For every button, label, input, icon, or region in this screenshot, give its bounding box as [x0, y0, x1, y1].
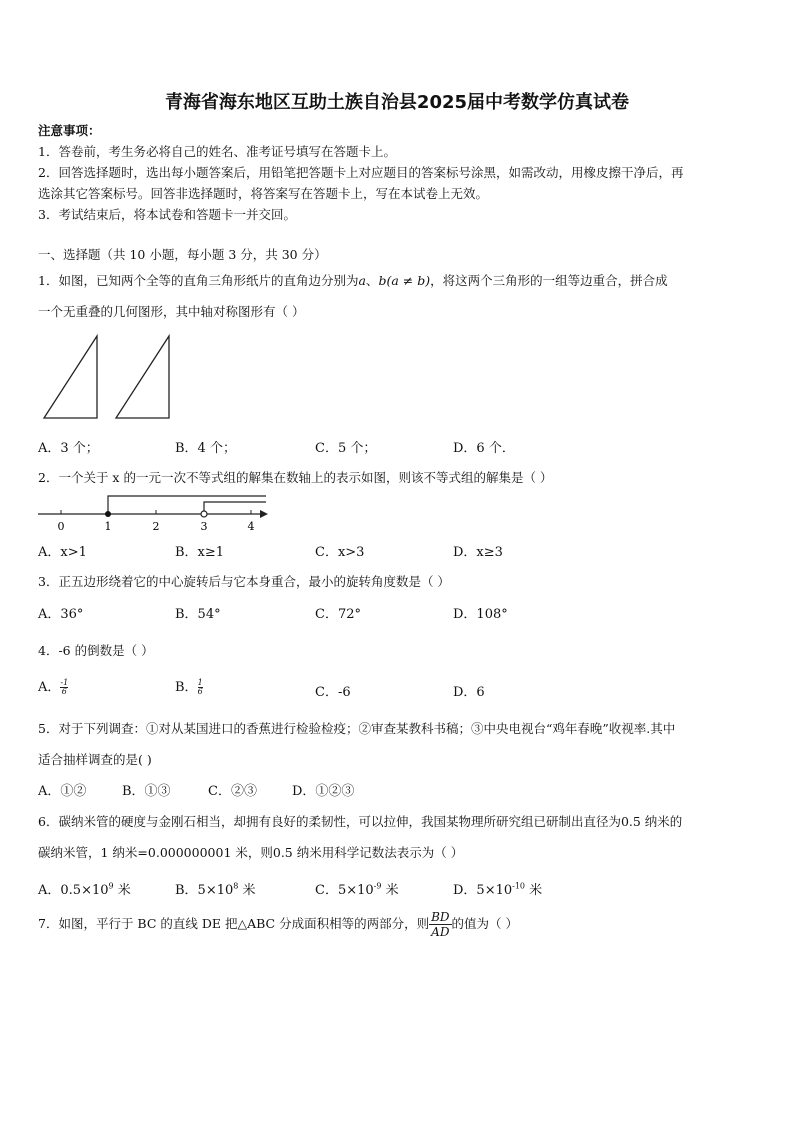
q2-stem: 2．一个关于 x 的一元一次不等式组的解集在数轴上的表示如图，则该不等式组的解集是（ ）	[38, 470, 553, 485]
q3-stem: 3．正五边形绕着它的中心旋转后与它本身重合，最小的旋转角度数是（ ）	[38, 574, 450, 589]
q6-d-exp: -10	[512, 881, 526, 891]
tick-label-3: 3	[200, 520, 208, 533]
q4-a-sign: -	[60, 678, 64, 687]
q2-option-a[interactable]: A．x>1	[38, 545, 87, 560]
q4-option-b[interactable]	[175, 676, 203, 696]
q4-option-d[interactable]: D．6	[453, 685, 485, 700]
q1-option-c[interactable]: C．5 个；	[315, 441, 377, 456]
notice-heading: 注意事项：	[38, 123, 101, 138]
q6-stem-line2: 碳纳米管，1 纳米=0.000000001 米，则0.5 纳米用科学记数法表示为（ ）	[38, 845, 464, 860]
q6-option-a[interactable]	[38, 879, 131, 898]
q1-sep: 、	[365, 273, 379, 288]
q7-fraction-num: BD	[431, 910, 450, 924]
q4-a-num-value: 1	[63, 678, 69, 687]
q1-option-b[interactable]: B．4 个；	[175, 441, 236, 456]
exam-title: 青海省海东地区互助土族自治县2025届中考数学仿真试卷	[164, 92, 630, 113]
q2-option-c[interactable]: C．x>3	[315, 545, 365, 560]
tick-label-0: 0	[57, 520, 65, 533]
q5-stem-line1: 5．对于下列调查：①对从某国进口的香蕉进行检验检疫；②审查某教科书稿；③中央电视台“鸡年春晚”收视率.其中	[38, 721, 676, 736]
q4-option-b-label: B．	[175, 680, 198, 695]
q4-option-a-fraction	[60, 679, 68, 696]
solution-ray-1	[108, 496, 266, 514]
solution-ray-2	[204, 502, 266, 514]
q5-option-c[interactable]: C．②③	[208, 784, 257, 799]
q7-stem	[38, 910, 518, 939]
q7-stem-pre: 7．如图，平行于 BC 的直线 DE 把△ABC 分成面积相等的两部分，则	[38, 916, 430, 931]
q6-option-c[interactable]	[315, 879, 399, 898]
q6-option-b[interactable]	[175, 879, 256, 898]
q5-option-d[interactable]: D．①②③	[292, 784, 355, 799]
notice-item-1: 1．答卷前，考生务必将自己的姓名、准考证号填写在答题卡上。	[38, 144, 396, 159]
q4-option-a[interactable]	[38, 676, 68, 696]
q1-var-b: b	[378, 273, 387, 288]
q1-option-d[interactable]: D．6 个．	[453, 441, 515, 456]
notice-item-2: 2．回答选择题时，选出每小题答案后，用铅笔把答题卡上对应题目的答案标号涂黑，如需改动，用橡皮擦干净后，再	[38, 165, 684, 180]
q7-fraction	[429, 910, 451, 939]
q6-b-unit: 米	[238, 883, 256, 898]
tick-label-2: 2	[152, 520, 160, 533]
q6-a-exp: 9	[108, 881, 114, 891]
q3-option-c[interactable]: C．72°	[315, 607, 361, 622]
triangle-1	[44, 336, 97, 418]
q4-option-a-label: A．	[38, 680, 61, 695]
q5-option-b[interactable]: B．①③	[122, 784, 171, 799]
q6-d-base: D．5×10	[453, 883, 513, 898]
q4-option-c[interactable]: C．-6	[315, 685, 351, 700]
q5-option-a[interactable]: A．①②	[38, 784, 87, 799]
notice-item-2-cont: 选涂其它答案标号。回答非选择题时，将答案写在答题卡上，写在本试卷上无效。	[38, 186, 489, 201]
q6-d-unit: 米	[525, 883, 543, 898]
q6-b-exp: 8	[233, 881, 239, 891]
q6-option-d[interactable]	[453, 879, 542, 898]
q1-triangles-figure	[40, 332, 175, 424]
q2-option-b[interactable]: B．x≥1	[175, 545, 225, 560]
q1-option-a[interactable]: A．3 个；	[38, 441, 99, 456]
q6-c-exp: -9	[373, 881, 382, 891]
axis-arrow	[260, 510, 268, 518]
solid-point	[105, 511, 111, 517]
q6-c-unit: 米	[381, 883, 399, 898]
q1-stem-post: ，将这两个三角形的一组等边重合，拼合成	[430, 273, 668, 288]
tick-label-1: 1	[104, 520, 112, 533]
q3-option-b[interactable]: B．54°	[175, 607, 221, 622]
section-heading: 一、选择题（共 10 小题，每小题 3 分，共 30 分）	[38, 247, 327, 262]
q4-b-num: 1	[197, 678, 203, 687]
notice-item-3: 3．考试结束后，将本试卷和答题卡一并交回。	[38, 207, 296, 222]
q7-fraction-den: AD	[431, 925, 450, 939]
q2-number-line	[36, 490, 276, 535]
q6-c-base: C．5×10	[315, 883, 374, 898]
q4-stem: 4．-6 的倒数是（ ）	[38, 643, 154, 658]
q1-stem-line1	[38, 271, 668, 289]
q2-option-d[interactable]: D．x≥3	[453, 545, 503, 560]
q6-a-base: A．0.5×10	[38, 883, 109, 898]
q3-option-a[interactable]: A．36°	[38, 607, 84, 622]
q6-a-unit: 米	[113, 883, 131, 898]
q6-b-base: B．5×10	[175, 883, 234, 898]
q4-a-den: 6	[61, 687, 67, 696]
q3-option-d[interactable]: D．108°	[453, 607, 508, 622]
q4-b-den: 6	[197, 687, 203, 696]
q4-option-b-fraction	[198, 679, 203, 696]
q1-stem-line2: 一个无重叠的几何图形，其中轴对称图形有（ ）	[38, 304, 305, 319]
q6-stem-line1: 6．碳纳米管的硬度与金刚石相当，却拥有良好的柔韧性，可以拉伸，我国某物理所研究组已研制出直径为0.5 纳米的	[38, 814, 683, 829]
tick-label-4: 4	[247, 520, 255, 533]
hollow-point	[201, 511, 207, 517]
q7-stem-post: 的值为（ ）	[451, 916, 519, 931]
q1-stem-pre: 1．如图，已知两个全等的直角三角形纸片的直角边分别为	[38, 273, 359, 288]
q1-condition: (a ≠ b)	[386, 273, 431, 288]
q5-stem-line2: 适合抽样调查的是( )	[38, 752, 152, 767]
triangle-2	[116, 336, 169, 418]
q1-var-a: a	[358, 273, 366, 288]
